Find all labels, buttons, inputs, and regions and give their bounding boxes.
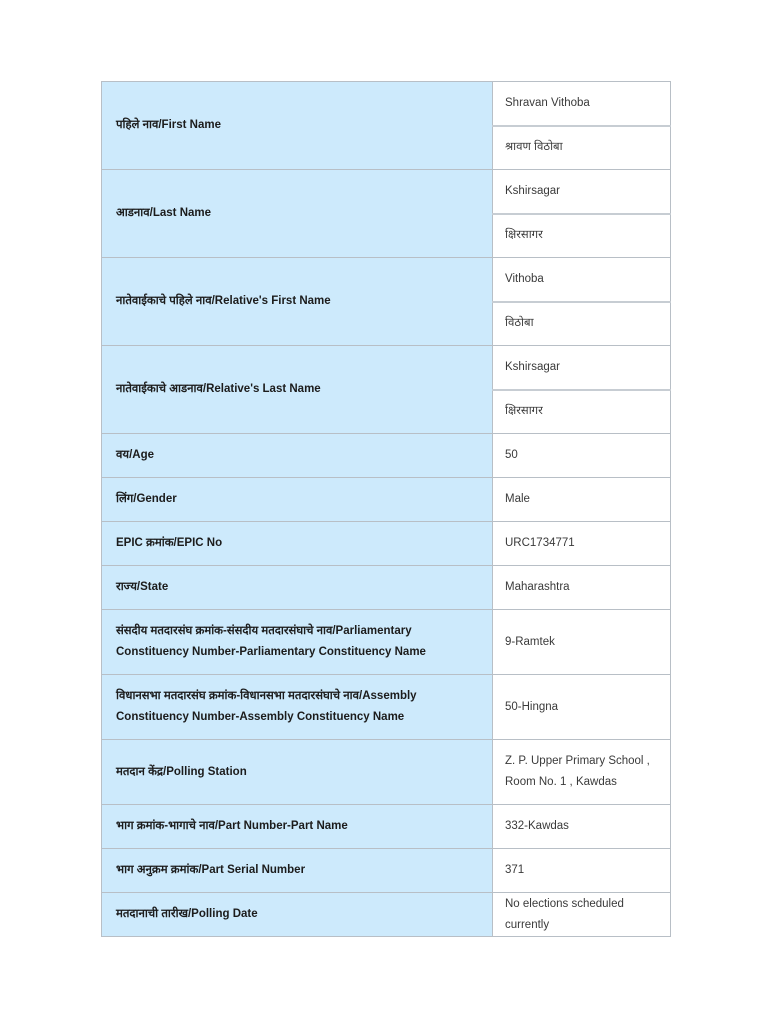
last-name-marathi-value: क्षिरसागर: [493, 214, 671, 258]
relative-last-name-english-value: Kshirsagar: [493, 346, 671, 390]
state-row: [102, 566, 671, 610]
relative-last-name-marathi-value: क्षिरसागर: [493, 390, 671, 434]
gender-label: लिंग/Gender: [102, 478, 493, 522]
polling-date-row: [102, 893, 671, 937]
last-name-row: [102, 170, 671, 214]
part-name-value: 332-Kawdas: [493, 805, 671, 849]
age-row: [102, 434, 671, 478]
state-value: Maharashtra: [493, 566, 671, 610]
part-serial-number-label: भाग अनुक्रम क्रमांक/Part Serial Number: [102, 849, 493, 893]
relative-first-name-marathi-value: विठोबा: [493, 302, 671, 346]
relative-first-name-label: नातेवाईकाचे पहिले नाव/Relative's First Name: [102, 258, 493, 346]
relative-last-name-row: [102, 346, 671, 390]
state-label: राज्य/State: [102, 566, 493, 610]
age-label: वय/Age: [102, 434, 493, 478]
parliamentary-constituency-value: 9-Ramtek: [493, 610, 671, 675]
polling-station-value: Z. P. Upper Primary School , Room No. 1 , Kawdas: [493, 740, 671, 805]
epic-no-label: EPIC क्रमांक/EPIC No: [102, 522, 493, 566]
part-name-row: [102, 805, 671, 849]
parliamentary-constituency-label: संसदीय मतदारसंघ क्रमांक-संसदीय मतदारसंघाचे नाव/Parliamentary Constituency Number-Parliamentary Constituency Name: [102, 610, 493, 675]
gender-value: Male: [493, 478, 671, 522]
voter-details-table: [101, 81, 671, 937]
polling-date-label: मतदानाची तारीख/Polling Date: [102, 893, 493, 937]
assembly-constituency-label: विधानसभा मतदारसंघ क्रमांक-विधानसभा मतदारसंघाचे नाव/Assembly Constituency Number-Assembly Constituency Name: [102, 675, 493, 740]
first-name-marathi-value: श्रावण विठोबा: [493, 126, 671, 170]
gender-row: [102, 478, 671, 522]
epic-no-value: URC1734771: [493, 522, 671, 566]
first-name-row: [102, 82, 671, 126]
assembly-constituency-value: 50-Hingna: [493, 675, 671, 740]
relative-first-name-english-value: Vithoba: [493, 258, 671, 302]
first-name-label: पहिले नाव/First Name: [102, 82, 493, 170]
relative-last-name-label: नातेवाईकाचे आडनाव/Relative's Last Name: [102, 346, 493, 434]
parliamentary-constituency-row: [102, 610, 671, 675]
relative-first-name-row: [102, 258, 671, 302]
first-name-english-value: Shravan Vithoba: [493, 82, 671, 126]
epic-no-row: [102, 522, 671, 566]
part-serial-number-row: [102, 849, 671, 893]
last-name-english-value: Kshirsagar: [493, 170, 671, 214]
age-value: 50: [493, 434, 671, 478]
polling-station-label: मतदान केंद्र/Polling Station: [102, 740, 493, 805]
polling-date-value: No elections scheduled currently: [493, 893, 671, 937]
part-serial-number-value: 371: [493, 849, 671, 893]
polling-station-row: [102, 740, 671, 805]
part-name-label: भाग क्रमांक-भागाचे नाव/Part Number-Part Name: [102, 805, 493, 849]
last-name-label: आडनाव/Last Name: [102, 170, 493, 258]
assembly-constituency-row: [102, 675, 671, 740]
